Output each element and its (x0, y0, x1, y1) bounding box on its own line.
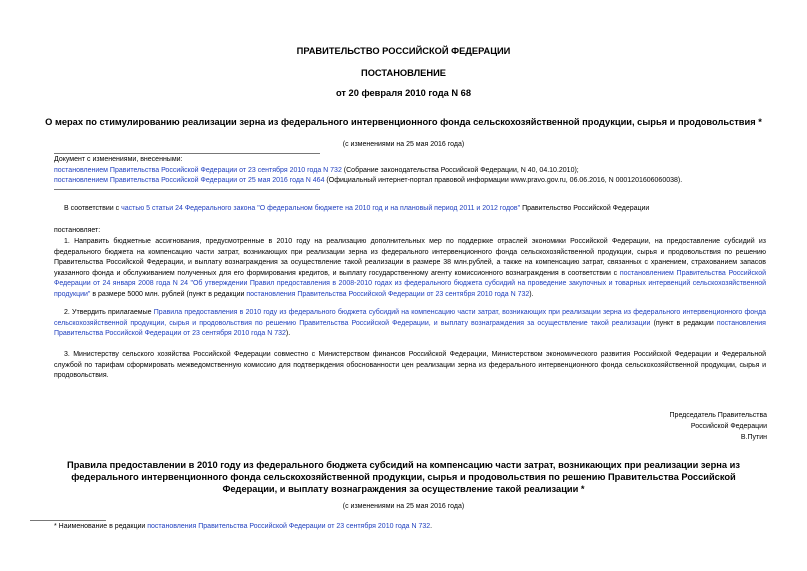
paragraph-2-mid: (пункт в редакции (650, 319, 717, 327)
paragraph-3: 3. Министерству сельского хозяйства Российской Федерации совместно с Министерством финансов Российской Федерации, Министерством экономического развития Российской Федерации и Федеральной службой по тарифам сформировать межведомственную комиссию для подтверждения обоснованности цен реализации зерна из федерального интервенционного фонда сельскохозяйственной продукции, сырья и продовольствия. (54, 351, 766, 380)
rules-changes-note: (с изменениями на 25 мая 2016 года) (342, 503, 465, 510)
changes-note: (с изменениями на 25 мая 2016 года) (342, 141, 465, 148)
resolves-label: постановляет: (54, 227, 101, 234)
footnote-end: . (430, 523, 433, 530)
paragraph-2-text: 2. Утвердить прилагаемые (64, 309, 154, 316)
government-name: ПРАВИТЕЛЬСТВО РОССИЙСКОЙ ФЕДЕРАЦИИ (296, 46, 511, 56)
footnote (54, 523, 432, 530)
preamble-text: В соответствии с (64, 205, 122, 212)
paragraph-1-mid: в размере 5000 млн. рублей (пункт в редакции (90, 290, 247, 298)
changes-item-1-rest: (Собрание законодательства Российской Федерации, N 40, 04.10.2010); (341, 166, 579, 174)
changes-item-2-rest: (Официальный интернет-портал правовой информации www.pravo.gov.ru, 06.06.2016, N 0001201606060038). (324, 177, 683, 185)
document-date: от 20 февраля 2010 года N 68 (335, 88, 472, 98)
changes-item-1 (54, 166, 766, 177)
signature-country: Российской Федерации (690, 423, 767, 430)
link-resolution-464[interactable]: постановлением Правительства Российской Федерации от 25 мая 2016 года N 464 (54, 177, 325, 185)
divider-line (54, 153, 320, 154)
signature-name: В.Путин (740, 434, 767, 441)
paragraph-1 (54, 237, 766, 301)
paragraph-1-end: ). (529, 290, 534, 298)
link-resolution-732-p1[interactable]: постановления Правительства Российской Федерации от 23 сентября 2010 года N 732 (246, 290, 530, 298)
link-rules[interactable]: Правила предоставления в 2010 году из федерального бюджета субсидий на компенсацию части затрат, возникающих при реализации зерна из федерального интервенционного фонда сельскохозяйственной продукции, сырья и продовольствия по решению Правительства Российской Федерации, и выплату вознаграждения за осуществление такой реализации (54, 309, 766, 327)
paragraph-1-text: 1. Направить бюджетные ассигнования, предусмотренные в 2010 году на реализацию дополнительных мер по поддержке отраслей экономики Российской Федерации, на предоставление субсидий из федерального бюджета на компенсацию части затрат, возникающих при реализации зерна из федерального интервенционного фонда сельскохозяйственной продукции, сырья и продовольствия по решению Правительства Российской Федерации, и выплату вознаграждения за осуществление такой реализации в размере 38 млн.рублей, а также на компенсацию затрат, связанных с хранением, страхованием запасов указанного фонда и обслуживанием полученных для его формирования кредитов, и выплату государственному агенту комиссионного вознаграждения в соответствии с (54, 238, 766, 277)
footnote-text: * Наименование в редакции (54, 523, 148, 530)
changes-item-2 (54, 176, 766, 187)
rules-title: Правила предоставлении в 2010 году из федерального бюджета субсидий на компенсацию части затрат, возникающих при реализации зерна из федерального интервенционного фонда сельскохозяйственной продукции, сырья и продовольствия по решению Правительства Российской Федерации, и выплату вознаграждения за осуществление такой реализации * (67, 460, 740, 494)
paragraph-2-end: ). (285, 330, 291, 338)
footnote-divider (30, 520, 106, 521)
document-title: О мерах по стимулированию реализации зерна из федерального интервенционного фонда сельскохозяйственной продукции, сырья и продовольствия * (45, 117, 762, 127)
paragraph-2 (54, 308, 766, 340)
preamble-end: Правительство Российской Федерации (520, 205, 650, 212)
document-type: ПОСТАНОВЛЕНИЕ (361, 68, 446, 78)
link-resolution-24[interactable]: постановлением Правительства Российской Федерации от 24 января 2008 года N 24 "Об утверждении Правил предоставления в 2008-2010 годах из федерального бюджета субсидий на проведение закупочных и товарных интервенций сельскохозяйственной продукции" (54, 269, 766, 298)
changes-intro: Документ с изменениями, внесенными: (54, 156, 183, 163)
link-resolution-732-footnote[interactable]: постановления Правительства Российской Федерации от 23 сентября 2010 года N 732 (147, 523, 431, 530)
link-federal-law[interactable]: частью 5 статьи 24 Федерального закона "О федеральном бюджете на 2010 год и на плановый период 2011 и 2012 годов" (121, 205, 521, 212)
divider-line-2 (54, 189, 320, 190)
signature-block (670, 410, 767, 443)
changes-block (54, 155, 766, 187)
link-resolution-732[interactable]: постановлением Правительства Российской Федерации от 23 сентября 2010 года N 732 (54, 166, 342, 174)
signature-position: Председатель Правительства (669, 412, 767, 419)
link-resolution-732-p2[interactable]: постановления Правительства Российской Федерации от 23 сентября 2010 года N 732 (54, 319, 766, 338)
preamble (54, 204, 766, 215)
